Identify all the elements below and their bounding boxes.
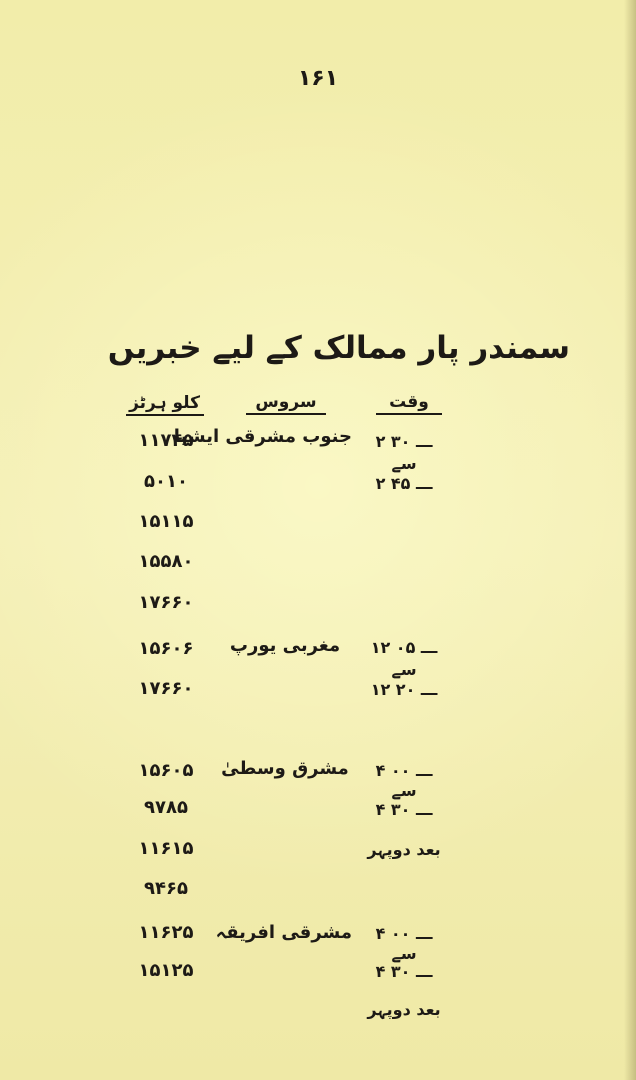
- service-name: جنوب مشرقی ایشیا: [173, 426, 352, 447]
- time-start: ۴ ـــ ۰۰: [375, 924, 433, 943]
- time-note: بعد دوپہر: [367, 1000, 441, 1019]
- time-end: ۴ ـــ ۳۰: [375, 962, 433, 981]
- frequency-value: ۱۷۶۶۰: [138, 678, 194, 699]
- frequency-value: ۱۵۶۰۵: [138, 760, 194, 781]
- page-title: سمندر پار ممالک کے لیے خبریں: [107, 330, 570, 366]
- time-end: ۱۲ ـــ ۲۰: [370, 680, 438, 699]
- time-end: ۲ ـــ ۴۵: [375, 474, 433, 493]
- frequency-value: ۱۵۱۲۵: [138, 960, 194, 981]
- frequency-value: ۱۵۱۱۵: [138, 511, 194, 532]
- page-number: ۱۶۱: [297, 66, 339, 91]
- frequency-value: ۱۱۶۱۵: [138, 838, 194, 859]
- frequency-value: ۱۵۵۸۰: [138, 551, 194, 572]
- time-connector: سے: [391, 454, 417, 473]
- frequency-value: ۱۷۶۶۰: [138, 592, 194, 613]
- time-start: ۲ ـــ ۳۰: [375, 432, 433, 451]
- frequency-value: ۱۵۶۰۶: [138, 638, 194, 659]
- column-header-service: سروس: [250, 392, 322, 412]
- time-end: ۴ ـــ ۳۰: [375, 800, 433, 819]
- frequency-value: ۱۱۷۴۵: [138, 430, 194, 451]
- time-connector: سے: [391, 781, 417, 800]
- service-name: مغربی یورپ: [229, 635, 341, 656]
- time-note: بعد دوپہر: [367, 840, 441, 859]
- column-header-kilohertz: کلو ہرٹز: [129, 393, 200, 413]
- frequency-value: ۹۴۶۵: [144, 878, 188, 899]
- frequency-value: ۹۷۸۵: [144, 797, 188, 818]
- time-start: ۴ ـــ ۰۰: [375, 761, 433, 780]
- page-edge-shadow: [624, 0, 636, 1080]
- time-connector: سے: [391, 944, 417, 963]
- time-start: ۱۲ ـــ ۰۵: [370, 638, 438, 657]
- frequency-value: ۱۱۶۲۵: [138, 922, 194, 943]
- time-connector: سے: [391, 660, 417, 679]
- service-name: مشرق وسطیٰ: [221, 758, 349, 779]
- service-name: مشرقی افریقہ: [215, 922, 352, 943]
- frequency-value: ۵۰۱۰: [144, 471, 188, 492]
- column-header-time: وقت: [380, 392, 438, 412]
